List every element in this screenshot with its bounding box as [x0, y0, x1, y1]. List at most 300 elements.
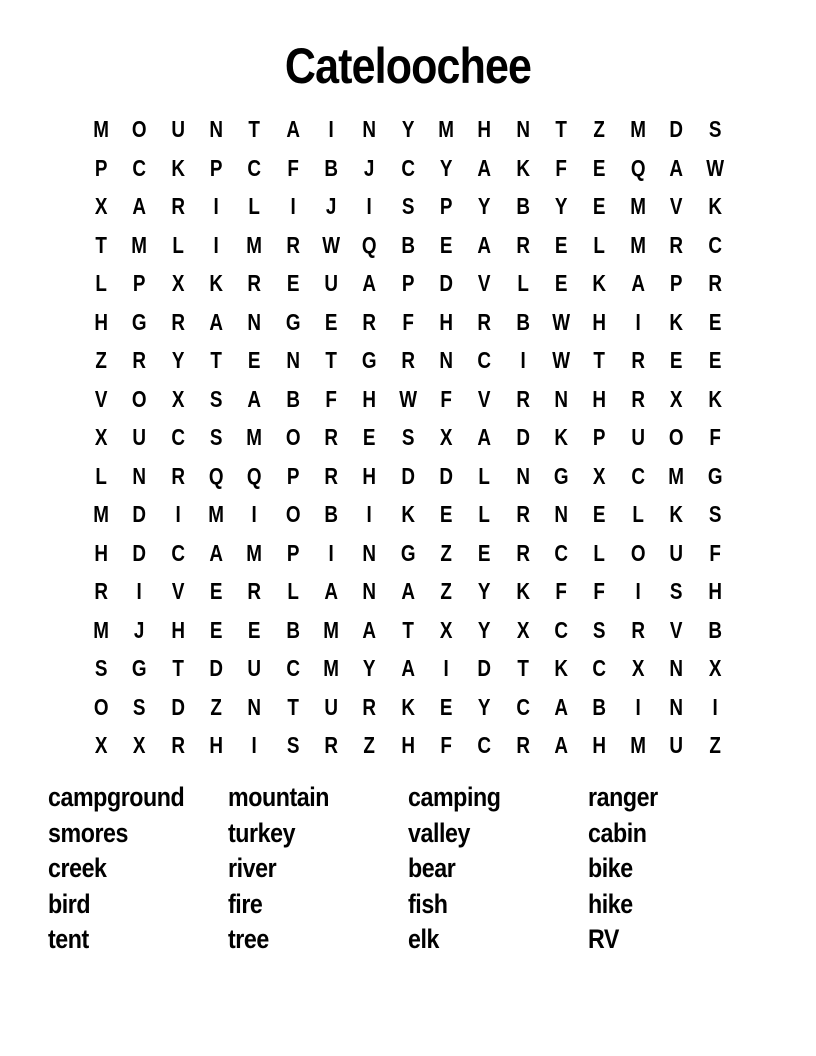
grid-cell[interactable]: F [555, 578, 568, 604]
grid-cell[interactable]: E [209, 578, 223, 604]
grid-row [82, 688, 734, 727]
grid-cell[interactable]: X [439, 424, 453, 450]
grid-cell[interactable]: R [516, 385, 530, 412]
grid-cell[interactable]: R [477, 308, 492, 335]
grid-cell[interactable]: X [439, 616, 453, 643]
grid-cell[interactable]: O [132, 116, 147, 142]
grid-cell[interactable]: C [286, 655, 300, 681]
grid-cell[interactable]: C [631, 462, 645, 489]
word-list-item: fish [408, 888, 448, 919]
grid-cell[interactable]: S [209, 385, 223, 412]
grid-cell[interactable]: X [94, 732, 108, 758]
grid-cell[interactable]: Y [363, 655, 376, 681]
grid-cell[interactable]: G [132, 655, 147, 681]
grid-cell[interactable]: I [635, 308, 641, 335]
grid-cell[interactable]: R [324, 424, 339, 450]
grid-cell[interactable]: M [630, 193, 646, 219]
grid-cell[interactable]: T [95, 231, 107, 258]
grid-cell[interactable]: N [516, 116, 530, 142]
grid-cell[interactable]: R [132, 347, 147, 373]
grid-cell[interactable]: N [209, 116, 224, 142]
grid-cell[interactable]: O [668, 424, 684, 450]
grid-cell[interactable]: N [132, 462, 147, 489]
grid-cell[interactable]: X [516, 616, 530, 643]
grid-cell[interactable]: E [708, 347, 721, 373]
grid-cell[interactable]: K [707, 385, 722, 412]
grid-cell[interactable]: X [171, 385, 185, 412]
grid-cell[interactable]: A [362, 270, 377, 296]
grid-cell[interactable]: F [440, 385, 453, 412]
grid-cell[interactable]: G [707, 462, 723, 489]
grid-cell[interactable]: N [554, 385, 569, 412]
grid-row [82, 303, 734, 342]
grid-cell[interactable]: I [251, 732, 258, 758]
grid-cell[interactable]: M [93, 116, 110, 142]
grid-cell[interactable]: X [631, 655, 645, 681]
grid-cell[interactable]: H [401, 732, 415, 758]
grid-cell[interactable]: N [247, 308, 262, 335]
grid-cell[interactable]: P [670, 270, 683, 296]
grid-cell[interactable]: N [516, 462, 530, 489]
grid-cell[interactable]: X [171, 270, 185, 296]
grid-cell[interactable]: Z [440, 578, 453, 604]
grid-cell[interactable]: D [401, 462, 415, 489]
grid-cell[interactable]: L [95, 462, 107, 489]
grid-cell[interactable]: H [707, 578, 722, 604]
grid-cell[interactable]: S [286, 732, 300, 758]
grid-cell[interactable]: B [324, 501, 339, 527]
grid-cell[interactable]: R [171, 732, 185, 758]
grid-cell[interactable]: A [132, 193, 147, 219]
grid-cell[interactable]: D [132, 501, 147, 527]
grid-cell[interactable]: O [132, 385, 147, 412]
grid-cell[interactable]: A [209, 308, 224, 335]
grid-cell[interactable]: M [668, 462, 685, 489]
grid-cell[interactable]: A [362, 616, 377, 643]
grid-cell[interactable]: E [670, 347, 683, 373]
grid-cell[interactable]: W [552, 308, 571, 335]
grid-cell[interactable]: K [554, 655, 569, 681]
grid-cell[interactable]: T [248, 116, 261, 142]
grid-cell[interactable]: R [516, 501, 530, 527]
grid-cell[interactable]: V [478, 385, 491, 412]
grid-cell[interactable]: L [95, 270, 107, 296]
grid-cell[interactable]: X [593, 462, 606, 489]
grid-cell[interactable]: F [555, 154, 568, 181]
grid-cell[interactable]: B [592, 693, 607, 720]
grid-cell[interactable]: R [247, 270, 262, 296]
grid-cell[interactable]: D [171, 693, 185, 720]
grid-cell[interactable]: N [362, 578, 377, 604]
grid-cell[interactable]: E [555, 270, 568, 296]
grid-cell[interactable]: K [669, 501, 684, 527]
grid-cell[interactable]: M [438, 116, 455, 142]
grid-cell[interactable]: B [286, 385, 300, 412]
grid-cell[interactable]: N [554, 501, 569, 527]
grid-cell[interactable]: C [477, 732, 492, 758]
grid-cell[interactable]: R [631, 347, 645, 373]
grid-cell[interactable]: W [552, 347, 571, 373]
grid-cell[interactable]: I [328, 116, 334, 142]
grid-cell[interactable]: M [208, 501, 225, 527]
puzzle-title: Cateloochee [284, 38, 532, 94]
grid-cell[interactable]: D [132, 539, 147, 566]
grid-cell[interactable]: F [402, 308, 414, 335]
grid-cell[interactable]: T [325, 347, 337, 373]
grid-cell[interactable]: T [172, 655, 184, 681]
grid-cell[interactable]: Y [478, 193, 491, 219]
grid-cell[interactable]: A [247, 385, 262, 412]
grid-row [82, 110, 734, 149]
grid-cell[interactable]: C [592, 655, 607, 681]
grid-cell[interactable]: R [171, 308, 185, 335]
grid-cell[interactable]: R [171, 462, 185, 489]
grid-cell[interactable]: B [707, 616, 722, 643]
grid-cell[interactable]: D [439, 462, 454, 489]
grid-cell[interactable]: I [520, 347, 526, 373]
grid-cell[interactable]: U [132, 424, 147, 450]
grid-cell[interactable]: Y [478, 693, 491, 720]
grid-cell[interactable]: V [670, 616, 683, 643]
grid-cell[interactable]: Z [95, 347, 107, 373]
grid-cell[interactable]: L [517, 270, 529, 296]
grid-cell[interactable]: T [287, 693, 299, 720]
grid-cell[interactable]: U [324, 693, 339, 720]
grid-cell[interactable]: N [362, 539, 377, 566]
grid-cell[interactable]: V [171, 578, 185, 604]
grid-cell[interactable]: H [209, 732, 224, 758]
grid-cell[interactable]: E [324, 308, 338, 335]
grid-cell[interactable]: C [554, 539, 569, 566]
grid-cell[interactable]: H [171, 616, 185, 643]
grid-cell[interactable]: R [171, 193, 185, 219]
grid-cell[interactable]: H [362, 385, 377, 412]
grid-cell[interactable]: N [362, 116, 377, 142]
grid-cell[interactable]: A [401, 578, 415, 604]
grid-cell[interactable]: W [705, 154, 724, 181]
grid-cell[interactable]: Z [440, 539, 453, 566]
grid-cell[interactable]: L [172, 231, 184, 258]
grid-cell[interactable]: C [554, 616, 569, 643]
grid-cell[interactable]: E [708, 308, 721, 335]
grid-cell[interactable]: E [593, 154, 606, 181]
grid-cell[interactable]: R [631, 385, 645, 412]
grid-cell[interactable]: X [708, 655, 721, 681]
grid-cell[interactable]: Z [708, 732, 721, 758]
grid-cell[interactable]: G [285, 308, 301, 335]
grid-cell[interactable]: J [134, 616, 145, 643]
grid-cell[interactable]: D [209, 655, 224, 681]
grid-cell[interactable]: A [324, 578, 339, 604]
grid-cell[interactable]: P [209, 154, 223, 181]
grid-cell[interactable]: D [439, 270, 454, 296]
grid-cell[interactable]: E [593, 193, 606, 219]
grid-row [82, 226, 734, 265]
grid-cell[interactable]: E [363, 424, 376, 450]
grid-cell[interactable]: B [286, 616, 300, 643]
grid-cell[interactable]: H [592, 385, 607, 412]
grid-cell[interactable]: Q [208, 462, 224, 489]
grid-cell[interactable]: A [209, 539, 224, 566]
grid-cell[interactable]: K [592, 270, 607, 296]
word-list-column [408, 780, 588, 958]
grid-cell[interactable]: K [707, 193, 722, 219]
grid-cell[interactable]: H [592, 308, 607, 335]
grid-cell[interactable]: A [286, 116, 300, 142]
grid-cell[interactable]: L [478, 501, 491, 527]
grid-cell[interactable]: R [324, 462, 339, 489]
grid-cell[interactable]: O [285, 501, 301, 527]
grid-cell[interactable]: P [286, 539, 300, 566]
grid-cell[interactable]: F [287, 154, 299, 181]
grid-cell[interactable]: T [593, 347, 606, 373]
grid-cell[interactable]: R [516, 732, 530, 758]
grid-cell[interactable]: L [248, 193, 261, 219]
grid-cell[interactable]: S [708, 501, 721, 527]
grid-cell[interactable]: T [555, 116, 568, 142]
grid-cell[interactable]: V [478, 270, 491, 296]
grid-cell[interactable]: V [94, 385, 108, 412]
grid-row [82, 149, 734, 188]
grid-cell[interactable]: O [93, 693, 109, 720]
grid-cell[interactable]: Q [630, 154, 646, 181]
grid-cell[interactable]: U [631, 424, 645, 450]
grid-cell[interactable]: N [669, 693, 684, 720]
grid-cell[interactable]: W [322, 231, 341, 258]
grid-cell[interactable]: M [246, 424, 263, 450]
grid-cell[interactable]: X [94, 193, 108, 219]
grid-cell[interactable]: R [707, 270, 722, 296]
grid-cell[interactable]: N [286, 347, 300, 373]
grid-cell[interactable]: D [477, 655, 492, 681]
grid-cell[interactable]: A [477, 424, 492, 450]
grid-cell[interactable]: R [516, 231, 530, 258]
grid-cell[interactable]: E [209, 616, 223, 643]
grid-cell[interactable]: H [94, 539, 108, 566]
grid-cell[interactable]: Y [478, 578, 491, 604]
grid-cell[interactable]: S [708, 116, 721, 142]
grid-cell[interactable]: G [553, 462, 569, 489]
grid-cell[interactable]: U [324, 270, 339, 296]
grid-cell[interactable]: B [401, 231, 415, 258]
grid-cell[interactable]: I [366, 501, 373, 527]
grid-cell[interactable]: R [94, 578, 108, 604]
grid-cell[interactable]: S [94, 655, 108, 681]
grid-cell[interactable]: V [670, 193, 683, 219]
grid-cell[interactable]: C [707, 231, 722, 258]
grid-cell[interactable]: E [439, 501, 453, 527]
grid-cell[interactable]: Y [555, 193, 568, 219]
grid-cell[interactable]: I [136, 578, 143, 604]
grid-cell[interactable]: T [402, 616, 414, 643]
grid-cell[interactable]: U [669, 732, 684, 758]
grid-cell[interactable]: M [93, 501, 110, 527]
grid-cell[interactable]: E [478, 539, 491, 566]
grid-cell[interactable]: M [630, 732, 646, 758]
grid-cell[interactable]: E [439, 693, 453, 720]
grid-cell[interactable]: G [400, 539, 416, 566]
grid-cell[interactable]: P [286, 462, 300, 489]
grid-cell[interactable]: A [401, 655, 415, 681]
grid-cell[interactable]: F [708, 424, 721, 450]
grid-cell[interactable]: A [477, 154, 492, 181]
grid-cell[interactable]: K [516, 578, 530, 604]
grid-cell[interactable]: I [213, 231, 219, 258]
grid-cell[interactable]: I [328, 539, 334, 566]
grid-cell[interactable]: X [670, 385, 683, 412]
grid-cell[interactable]: L [287, 578, 299, 604]
grid-cell[interactable]: R [362, 308, 377, 335]
grid-cell[interactable]: T [210, 347, 222, 373]
grid-row [82, 572, 734, 611]
grid-cell[interactable]: M [93, 616, 110, 643]
grid-cell[interactable]: H [477, 116, 492, 142]
grid-cell[interactable]: B [324, 154, 339, 181]
grid-cell[interactable]: P [94, 154, 108, 181]
grid-cell[interactable]: A [554, 693, 569, 720]
grid-cell[interactable]: Y [171, 347, 185, 373]
grid-cell[interactable]: I [213, 193, 219, 219]
grid-cell[interactable]: Q [247, 462, 262, 489]
grid-cell[interactable]: S [593, 616, 606, 643]
grid-cell[interactable]: C [516, 693, 530, 720]
grid-cell[interactable]: F [708, 539, 721, 566]
grid-cell[interactable]: A [554, 732, 569, 758]
grid-cell[interactable]: A [631, 270, 645, 296]
grid-cell[interactable]: I [175, 501, 181, 527]
grid-cell[interactable]: F [325, 385, 337, 412]
grid-cell[interactable]: H [439, 308, 454, 335]
grid-cell[interactable]: P [439, 193, 453, 219]
grid-cell[interactable]: U [669, 539, 684, 566]
grid-cell[interactable]: S [670, 578, 683, 604]
grid-cell[interactable]: K [669, 308, 684, 335]
grid-cell[interactable]: M [323, 616, 340, 643]
grid-cell[interactable]: K [554, 424, 569, 450]
grid-cell[interactable]: A [477, 231, 492, 258]
grid-cell[interactable]: P [133, 270, 146, 296]
grid-cell[interactable]: C [171, 424, 185, 450]
grid-cell[interactable]: K [516, 154, 530, 181]
grid-cell[interactable]: I [635, 578, 641, 604]
grid-cell[interactable]: K [401, 501, 415, 527]
grid-cell[interactable]: C [477, 347, 492, 373]
letter-grid[interactable] [82, 110, 734, 765]
grid-cell[interactable]: J [325, 193, 337, 219]
grid-cell[interactable]: R [516, 539, 530, 566]
grid-cell[interactable]: R [286, 231, 300, 258]
grid-cell[interactable]: M [131, 231, 148, 258]
grid-cell[interactable]: X [133, 732, 146, 758]
word-list-item: elk [408, 924, 440, 954]
grid-cell[interactable]: I [443, 655, 449, 681]
grid-cell[interactable]: B [516, 308, 530, 335]
grid-cell[interactable]: R [324, 732, 339, 758]
grid-cell[interactable]: O [630, 539, 646, 566]
grid-cell[interactable]: H [362, 462, 377, 489]
grid-cell[interactable]: B [516, 193, 530, 219]
grid-cell[interactable]: E [555, 231, 568, 258]
grid-cell[interactable]: L [593, 231, 606, 258]
grid-cell[interactable]: C [401, 154, 415, 181]
grid-cell[interactable]: C [171, 539, 185, 566]
grid-cell[interactable]: E [286, 270, 300, 296]
grid-cell[interactable]: K [171, 154, 185, 181]
grid-cell[interactable]: P [401, 270, 415, 296]
grid-cell[interactable]: S [401, 424, 415, 450]
grid-cell[interactable]: P [593, 424, 606, 450]
grid-cell[interactable]: Y [401, 116, 415, 142]
grid-cell[interactable]: D [669, 116, 684, 142]
grid-cell[interactable]: M [630, 231, 646, 258]
grid-cell[interactable]: M [246, 539, 263, 566]
grid-cell[interactable]: K [401, 693, 415, 720]
grid-cell[interactable]: Z [210, 693, 222, 720]
grid-cell[interactable]: N [669, 655, 684, 681]
grid-cell[interactable]: G [362, 347, 377, 373]
grid-cell[interactable]: O [285, 424, 301, 450]
grid-cell[interactable]: R [669, 231, 684, 258]
grid-cell[interactable]: F [593, 578, 606, 604]
grid-cell[interactable]: M [246, 231, 263, 258]
grid-cell[interactable]: K [209, 270, 224, 296]
grid-cell[interactable]: U [171, 116, 185, 142]
grid-cell[interactable]: H [592, 732, 607, 758]
grid-cell[interactable]: R [247, 578, 262, 604]
grid-cell[interactable]: Y [478, 616, 491, 643]
grid-cell[interactable]: J [364, 154, 375, 181]
grid-cell[interactable]: Y [439, 154, 453, 181]
grid-cell[interactable]: F [440, 732, 453, 758]
grid-cell[interactable]: R [401, 347, 415, 373]
grid-cell[interactable]: M [630, 116, 646, 142]
grid-cell[interactable]: L [478, 462, 491, 489]
grid-cell[interactable]: C [132, 154, 147, 181]
grid-cell[interactable]: Z [363, 732, 376, 758]
grid-cell[interactable]: I [366, 193, 373, 219]
grid-cell[interactable]: I [290, 193, 296, 219]
grid-cell[interactable]: W [399, 385, 417, 412]
grid-cell[interactable]: E [248, 616, 261, 643]
grid-cell[interactable]: S [401, 193, 415, 219]
grid-cell[interactable]: D [516, 424, 530, 450]
grid-cell[interactable]: H [94, 308, 108, 335]
grid-cell[interactable]: U [247, 655, 262, 681]
grid-cell[interactable]: I [712, 693, 718, 720]
grid-cell[interactable]: Z [593, 116, 606, 142]
grid-cell[interactable]: X [94, 424, 108, 450]
grid-cell[interactable]: E [248, 347, 261, 373]
grid-cell[interactable]: S [209, 424, 223, 450]
grid-cell[interactable]: I [635, 693, 641, 720]
grid-cell[interactable]: I [251, 501, 258, 527]
grid-cell[interactable]: L [593, 539, 606, 566]
grid-cell[interactable]: L [632, 501, 644, 527]
grid-cell[interactable]: E [593, 501, 606, 527]
grid-cell[interactable]: S [133, 693, 146, 720]
grid-cell[interactable]: C [247, 154, 262, 181]
grid-cell[interactable]: Q [362, 231, 377, 258]
grid-cell[interactable]: M [323, 655, 340, 681]
grid-cell[interactable]: R [362, 693, 377, 720]
grid-cell[interactable]: T [517, 655, 529, 681]
grid-cell[interactable]: N [439, 347, 454, 373]
grid-cell[interactable]: N [247, 693, 262, 720]
grid-cell[interactable]: A [669, 154, 684, 181]
grid-cell[interactable]: E [439, 231, 453, 258]
grid-cell[interactable]: R [631, 616, 645, 643]
grid-cell[interactable]: G [132, 308, 147, 335]
